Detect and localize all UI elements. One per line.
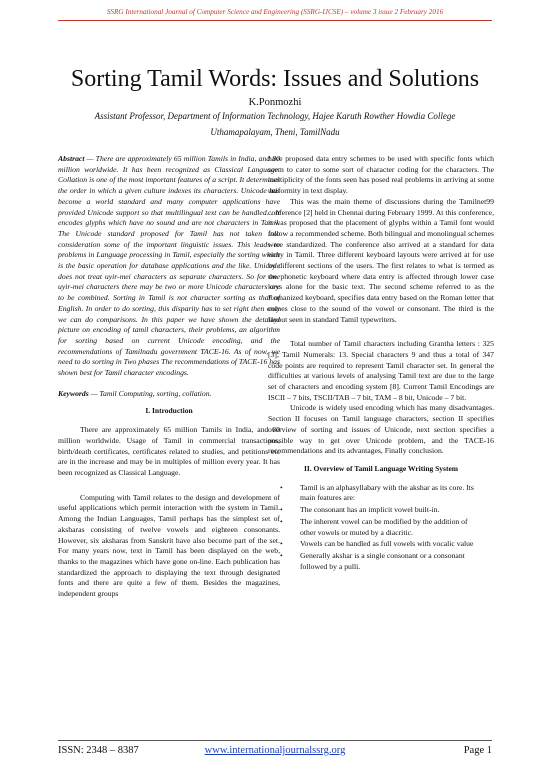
left-column [58,154,280,600]
paper-title: Sorting Tamil Words: Issues and Solutions [70,66,480,92]
body-paragraph-3: Total number of Tamil characters including Grantha letters : 325 [3], Tamil Numerals: 13. Special characters 9 and thus a total of 347 code points are required to represent Tamil character set. In general the difficulties at various levels of analysing Tamil text are due to the large set of characters and encoding system [8]. Current Tamil Encodings are ISCII – 7 bits, TSCII/TAB – 7 bit, TAM – 8 bit, Unicode – 7 bit. [268,339,494,402]
feature-list [268,483,494,573]
footer-divider [58,740,492,741]
list-item: • The consonant has an implicit vowel built-in. [280,505,440,515]
list-item: • Tamil is an alphasyllabary with the akshar as its core. Its main features are: [280,482,474,503]
bullet-icon: • [280,516,283,526]
right-column [268,154,494,573]
journal-header: SSRG International Journal of Computer Science and Engineering (SSRG-IJCSE) – volume 3 issue 2 February 2016 [106,8,444,16]
footer-issn: ISSN: 2348 – 8387 [58,745,139,756]
abstract-label: Abstract [58,154,85,163]
keywords [58,389,280,400]
intro-paragraph-2: Computing with Tamil relates to the design and development of useful applications which permit interaction with the system in Tamil. Among the Indian Languages, Tamil perhaps has the simplest set of aksharas consisting of twelve vowels and eighteen consonants. However, six aksharas from Sanskrit have also become part of the set. For many years now, text in Tamil has been displayed on the web, thanks to the magazines which have gone on-line. Each publication has standardized the approach to displaying the text through designated fonts and there are quite a few of them. Besides the magazines, independent groups [58,492,280,599]
list-item: • Generally akshar is a single consonant or a consonant followed by a pulli. [280,550,465,571]
abstract-text: — There are approximately 65 million Tamils in India, and 80 million worldwide. It has been recognized as Classical Language. Collation is one of the most important features of a script. It determines the order in which a given culture indexes its characters. Unicode has become a world standard and many computer applications have provided Unicode support so that multilingual text can be handled. . It encodes glyphs which have no sound and are not characters in Tamil. The Unicode standard proposed for Tamil has not taken into consideration some of the important linguistic issues. This leads to problems in Language processing in Tamil, especially the sorting which is the basic operation for database applications and the like. Unicode does not treat uyir-mei characters as separate characters. So for one uyir-mei characters there may be two or more Unicode characters are to be combined. Sorting in Tamil is not character sorting as that of English. In order to do sorting, this disparity has to set right then only we can do comparisons. In this paper we have shown the detailed picture on encoding of tamil characters, their problems, an algorithm for sorting based on current Unicode encoding, and the recommendations of Tamilnadu government TACE-16. As of now, we need to do sorting in Two phases The recommendations of TACE-16 has shown best for Tamil character encodings. [58,154,280,378]
footer-journal-link[interactable]: www.internationaljournalssrg.org [204,745,346,756]
author-location: Uthamapalayam, Theni, TamilNadu [210,127,340,137]
intro-paragraph-1: There are approximately 65 million Tamils in India, and 80 million worldwide. Usage of Tamil in commercial transactions, birth/death certificates, certificates related to studies, and petitions etc are in the increase and may be in multiples of million every year. It has been recognized as Classical Language. [58,425,280,477]
header-divider [58,20,492,21]
body-paragraph-4: Unicode is widely used encoding which has many disadvantages. Section II focuses on Tamil language characters, section II specifies overview of sorting and issues of Unicode, next section specifies a possible way to get over Unicode problem, and the TACE-16 recommendations and its advantages, Finally conclusion. [268,403,494,456]
keywords-text: — Tamil Computing, sorting, collation. [88,388,212,398]
section-heading-introduction: I. Introduction [145,406,193,416]
footer-page-number: Page 1 [463,745,492,756]
abstract [58,154,280,379]
list-item: • Vowels can be handled as full vowels with vocalic value [280,539,474,549]
bullet-icon: • [280,482,283,492]
section-heading-overview: II. Overview of Tamil Language Writing System [303,463,459,473]
bullet-icon: • [280,505,283,515]
bullet-icon: • [280,539,283,549]
body-paragraph-1: have proposed data entry schemes to be used with specific fonts which seem to cater to some sort of character coding for the characters. The multiplicity of the fonts seen has posed real problems in arriving at some uniformity in text display. [268,154,494,196]
bullet-icon: • [280,550,283,560]
author-affiliation: Assistant Professor, Department of Information Technology, Hajee Karuth Rowther Howdia College [94,111,456,121]
paper-author: K.Ponmozhi [248,97,302,108]
body-paragraph-2: This was the main theme of discussions during the Tamilnet99 conference [2] held in Chennai during February 1999. At this conference, it was proposed that the placement of glyphs within a Tamil font would follow a recommended scheme. Both bilingual and monolingual schemes were standardized. The conference also arrived at a standard for data entry in Tamil. Three different keyboard layouts were arrived at for use by different sections of the users. The first relates to what is termed as the phonetic keyboard where data entry is affected through lower case keys alone for the basic text. The second scheme referred to as the Romanized keyboard, specifies data entry based on the Roman letter that comes close to the sound of the vowel or consonant. The third is the layout seen in standard Tamil typewriters. [268,196,494,324]
keywords-label: Keywords [58,388,89,398]
list-item: • The inherent vowel can be modified by the addition of other vowels or muted by a diacritic. [280,516,468,537]
